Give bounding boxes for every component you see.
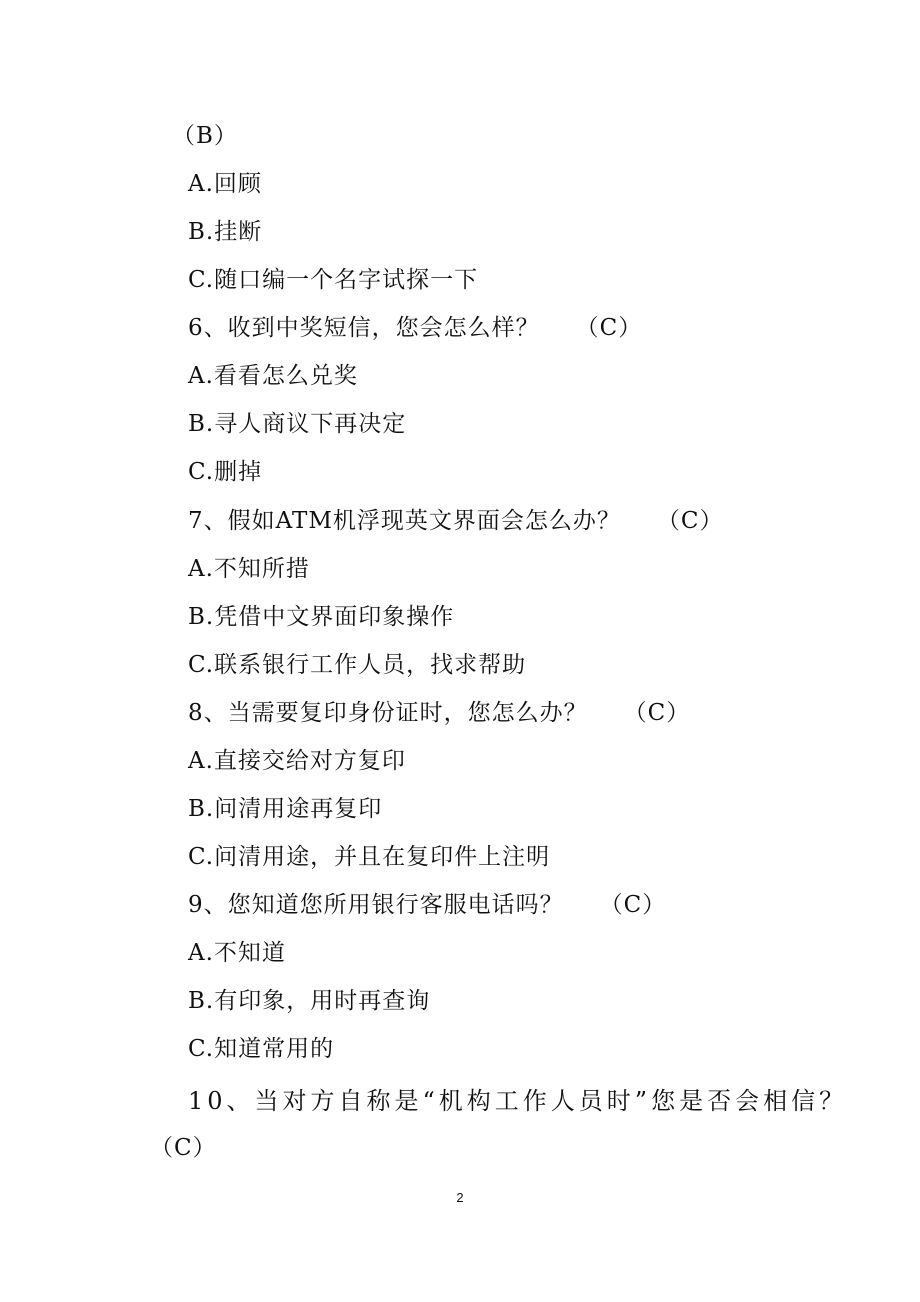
option-b-previous: B.挂断: [188, 219, 263, 245]
question-8-option-a: A.直接交给对方复印: [188, 748, 406, 774]
question-7: [188, 506, 724, 536]
question-9: [188, 890, 666, 920]
question-6-option-c: C.删掉: [188, 459, 263, 485]
question-9-option-c: C.知道常用的: [188, 1036, 335, 1062]
question-8-answer: （C）: [623, 700, 691, 726]
question-7-option-c: C.联系银行工作人员，找求帮助: [188, 652, 527, 678]
question-9-answer: （C）: [599, 892, 667, 918]
question-6: [188, 313, 642, 343]
question-7-text: 7、假如ATM机浮现英文界面会怎么办？: [188, 508, 621, 534]
question-6-option-a: A.看看怎么兑奖: [188, 363, 358, 389]
option-a-previous: A.回顾: [188, 171, 262, 197]
question-7-answer: （C）: [656, 508, 724, 534]
answer-previous: （B）: [172, 123, 238, 149]
question-6-text: 6、收到中奖短信，您会怎么样？: [188, 315, 540, 341]
question-10: 10、当对方自称是“机构工作人员时”您是否会相信？: [188, 1087, 848, 1115]
question-8: [188, 698, 690, 728]
page-number: 2: [456, 1190, 464, 1205]
question-8-text: 8、当需要复印身份证时，您怎么办？: [188, 700, 588, 726]
question-9-option-b: B.有印象，用时再查询: [188, 988, 431, 1014]
question-7-option-b: B.凭借中文界面印象操作: [188, 604, 455, 630]
question-9-text: 9、您知道您所用银行客服电话吗？: [188, 892, 564, 918]
question-9-option-a: A.不知道: [188, 940, 286, 966]
question-8-option-c: C.问清用途，并且在复印件上注明: [188, 844, 551, 870]
option-c-previous: C.随口编一个名字试探一下: [188, 267, 479, 293]
question-8-option-b: B.问清用途再复印: [188, 796, 383, 822]
question-10-answer: （C）: [150, 1135, 217, 1161]
question-6-option-b: B.寻人商议下再决定: [188, 411, 407, 437]
question-6-answer: （C）: [575, 315, 643, 341]
question-7-option-a: A.不知所措: [188, 556, 310, 582]
